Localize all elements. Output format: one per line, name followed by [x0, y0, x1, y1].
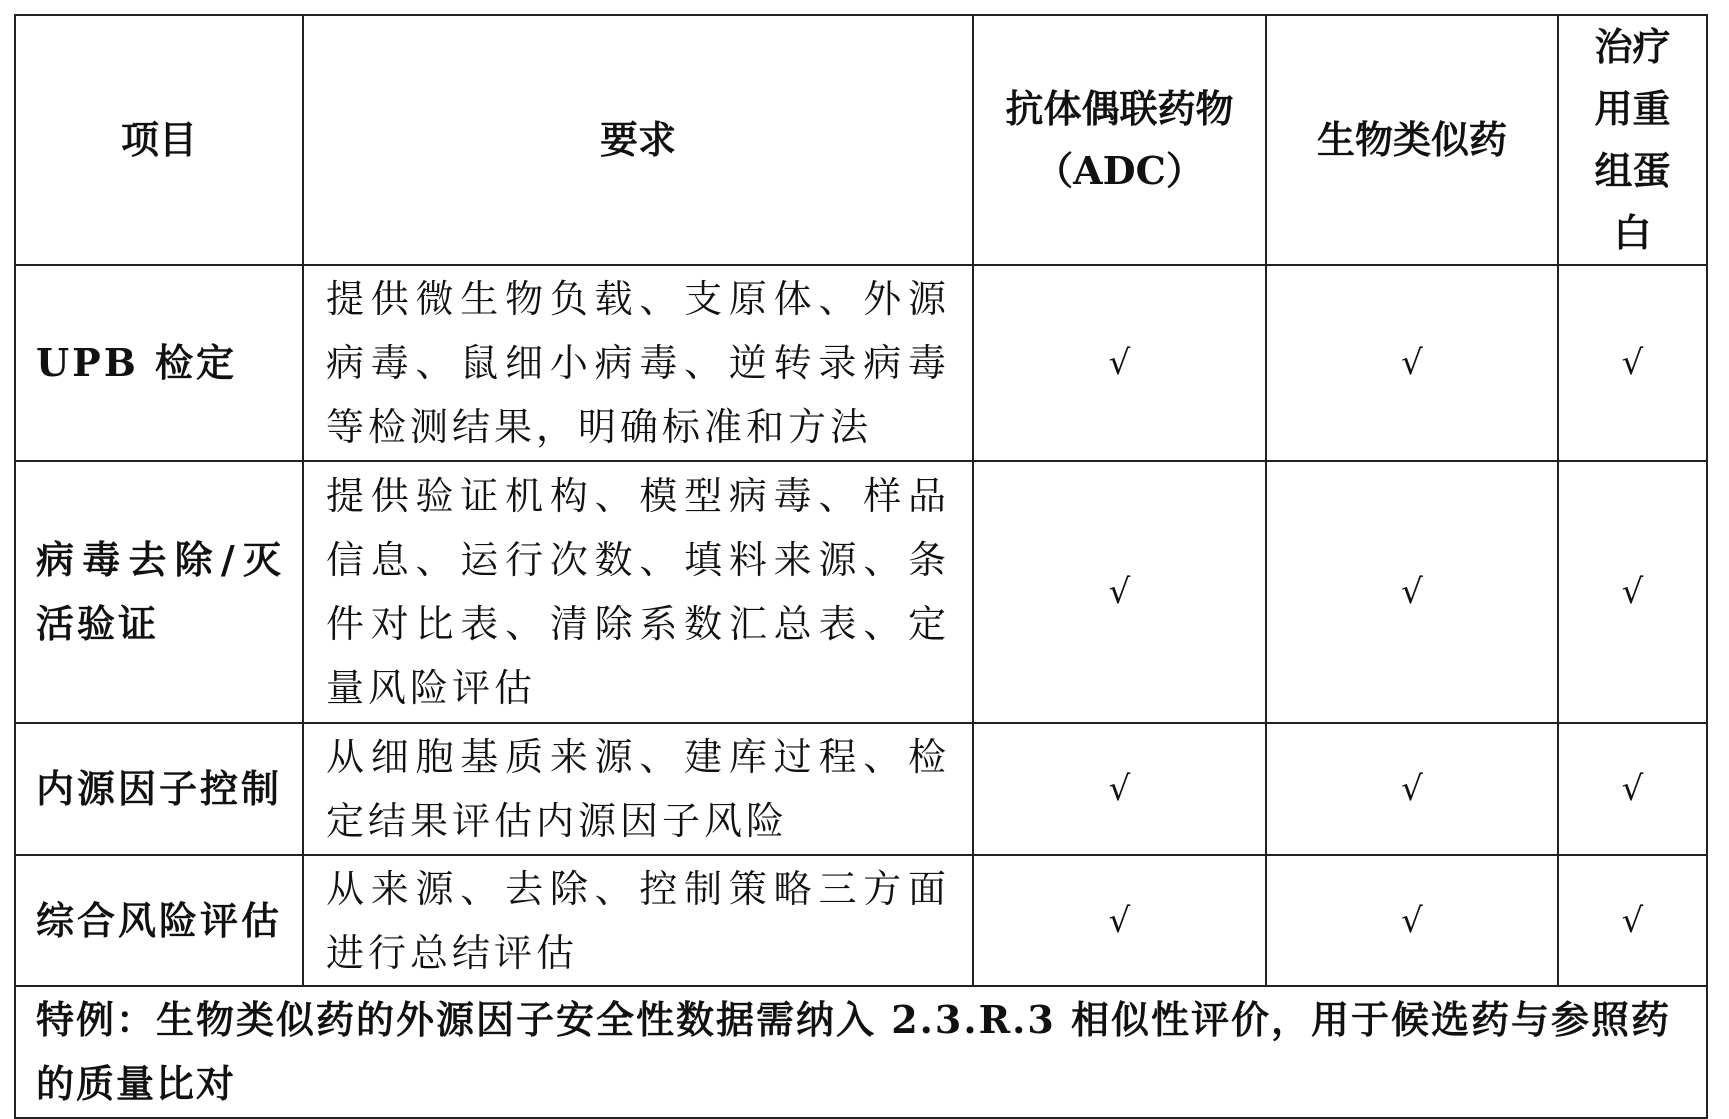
- item-cell: UPB 检定: [15, 265, 303, 461]
- check-icon: √: [1558, 461, 1707, 723]
- check-icon: √: [1266, 265, 1558, 461]
- requirements-table: [14, 14, 1708, 1119]
- table-row: [15, 461, 1707, 723]
- check-icon: √: [1266, 855, 1558, 986]
- header-requirement: 要求: [303, 15, 973, 265]
- check-icon: √: [1558, 855, 1707, 986]
- requirement-cell: 从来源、去除、控制策略三方面进行总结评估: [303, 855, 973, 986]
- header-row: [15, 15, 1707, 265]
- requirement-cell: 提供微生物负载、支原体、外源病毒、鼠细小病毒、逆转录病毒等检测结果，明确标准和方法: [303, 265, 973, 461]
- check-icon: √: [973, 855, 1266, 986]
- item-cell: 内源因子控制: [15, 723, 303, 855]
- requirement-cell: 提供验证机构、模型病毒、样品信息、运行次数、填料来源、条件对比表、清除系数汇总表、定量风险评估: [303, 461, 973, 723]
- check-icon: √: [973, 265, 1266, 461]
- check-icon: √: [1266, 461, 1558, 723]
- note-row: [15, 986, 1707, 1118]
- check-icon: √: [1266, 723, 1558, 855]
- table-row: [15, 723, 1707, 855]
- check-icon: √: [1558, 723, 1707, 855]
- check-icon: √: [973, 723, 1266, 855]
- requirement-cell: 从细胞基质来源、建库过程、检定结果评估内源因子风险: [303, 723, 973, 855]
- header-recombinant: 治疗用重组蛋白: [1558, 15, 1707, 265]
- header-adc: 抗体偶联药物（ADC）: [973, 15, 1266, 265]
- check-icon: √: [1558, 265, 1707, 461]
- header-item: 项目: [15, 15, 303, 265]
- note-cell: 特例：生物类似药的外源因子安全性数据需纳入 2.3.R.3 相似性评价，用于候选药与参照药的质量比对: [15, 986, 1707, 1118]
- item-cell: 病毒去除/灭活验证: [15, 461, 303, 723]
- check-icon: √: [973, 461, 1266, 723]
- header-biosimilar: 生物类似药: [1266, 15, 1558, 265]
- item-cell: 综合风险评估: [15, 855, 303, 986]
- table-row: [15, 265, 1707, 461]
- table-row: [15, 855, 1707, 986]
